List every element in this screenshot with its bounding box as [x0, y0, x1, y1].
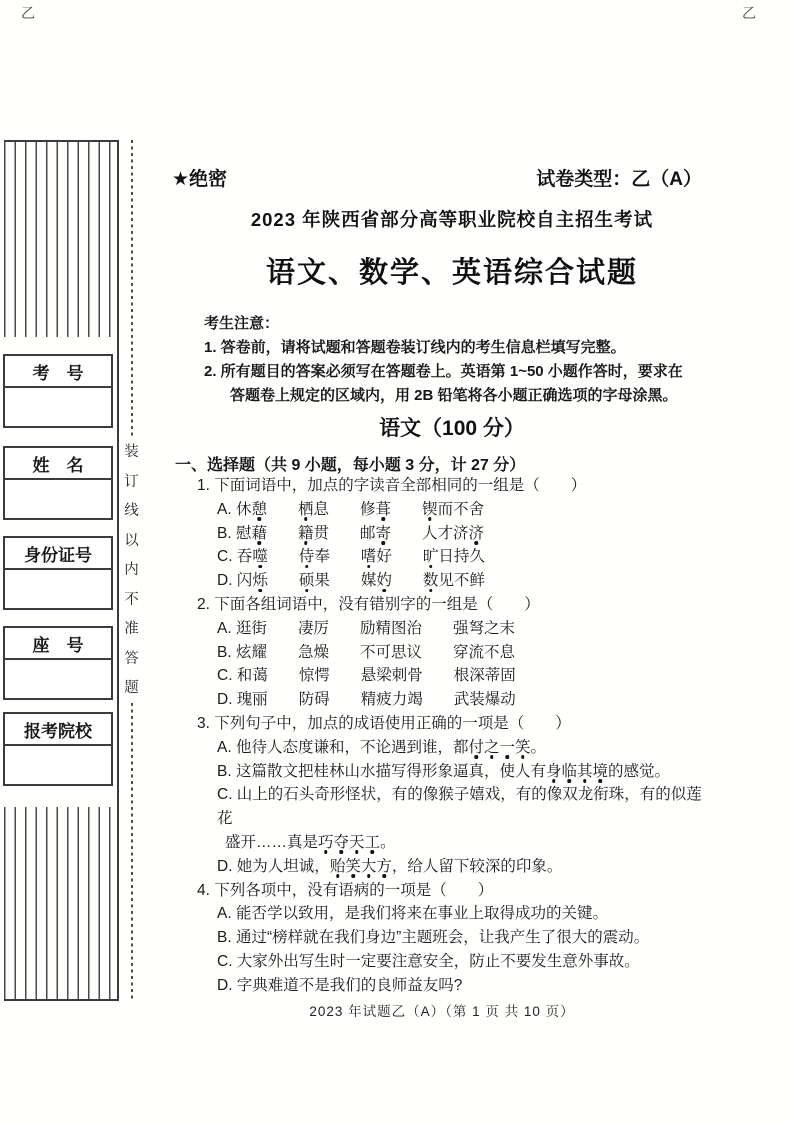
field-seat-number-value	[5, 660, 111, 698]
field-name	[3, 446, 113, 520]
option-line: D. 字典难道不是我们的良师益友吗?	[217, 976, 463, 994]
binding-char: 订	[124, 473, 139, 490]
classification-label: ★绝密	[172, 169, 228, 190]
option-line: A. 能否学以致用，是我们将来在事业上取得成功的关键。	[217, 905, 608, 923]
question-list	[172, 474, 712, 998]
question-stem: 4. 下列各项中，没有语病的一项是（ ）	[197, 881, 494, 899]
page-footer: 2023 年试题乙（A）（第 1 页 共 10 页）	[309, 1004, 575, 1019]
option-line: A. 休憩 栖息 修葺 锲而不舍	[217, 500, 485, 518]
field-applied-school	[3, 712, 113, 786]
option-line: B. 这篇散文把桂林山水描写得形象逼真，使人有身临其境的感觉。	[217, 762, 671, 780]
field-id-number	[3, 536, 113, 610]
field-exam-number-label: 考 号	[5, 356, 111, 388]
question-4	[172, 879, 712, 998]
field-exam-number-value	[5, 388, 111, 426]
field-applied-school-value	[5, 746, 111, 784]
question-1	[172, 474, 712, 593]
binding-char: 以	[124, 532, 139, 549]
option-line: A. 逛街 凄厉 励精图治 强弩之末	[217, 619, 515, 637]
field-name-value	[5, 480, 111, 518]
binding-char: 答	[124, 650, 139, 667]
option-line: D. 她为人坦诚，贻笑大方，给人留下较深的印象。	[217, 857, 563, 875]
option-line-continuation: 盛开……真是巧夺天工。	[225, 833, 396, 851]
corner-mark-left: 乙	[21, 5, 35, 21]
notice-heading: 考生注意：	[204, 315, 280, 332]
option-line: B. 炫耀 急燥 不可思议 穿流不息	[217, 643, 515, 661]
binding-char: 题	[124, 680, 139, 697]
paper-title: 语文、数学、英语综合试题	[265, 257, 638, 289]
notice-item-1: 1. 答卷前，请将试题和答题卷装订线内的考生信息栏填写完整。	[204, 339, 626, 356]
question-3	[172, 712, 712, 879]
binding-dash-bottom	[131, 703, 133, 1001]
column-border-line	[117, 140, 119, 1001]
paper-type-label: 试卷类型：乙（A）	[536, 169, 702, 190]
question-stem: 3. 下列句子中，加点的成语使用正确的一项是（ ）	[197, 714, 571, 732]
binding-char: 装	[124, 444, 139, 461]
binding-line	[123, 140, 140, 1001]
option-line: B. 慰藉 籍贯 邮寄 人才济济	[217, 524, 485, 542]
option-line: D. 瑰丽 防碍 精疲力竭 武装爆动	[217, 691, 516, 709]
option-line: C. 和蔼 惊愕 悬梁刺骨 根深蒂固	[217, 667, 516, 685]
option-line: D. 闪烁 硕果 媒妁 数见不鲜	[217, 572, 485, 590]
option-line: C. 山上的石头奇形怪状，有的像猴子嬉戏，有的像双龙衔珠，有的似莲花	[217, 786, 702, 828]
option-line: C. 吞噬 侍奉 嗜好 旷日持久	[217, 548, 485, 566]
section-heading: 一、选择题（共 9 小题，每小题 3 分，计 27 分）	[175, 457, 526, 474]
document-header	[172, 164, 712, 191]
question-stem: 2. 下面各组词语中，没有错别字的一组是（ ）	[197, 595, 540, 613]
option-line: C. 大家外出写生时一定要注意安全，防止不要发生意外事故。	[217, 952, 640, 970]
field-applied-school-label: 报考院校	[5, 714, 111, 746]
option-line: B. 通过“榜样就在我们身边”主题班会，让我产生了很大的震动。	[217, 929, 650, 947]
question-stem: 1. 下面词语中，加点的字读音全部相同的一组是（ ）	[197, 477, 587, 494]
field-exam-number	[3, 354, 113, 428]
binding-dash-top	[131, 140, 133, 438]
main-content	[172, 0, 712, 1123]
field-id-number-value	[5, 570, 111, 608]
field-name-label: 姓 名	[5, 448, 111, 480]
subject-heading: 语文（100 分）	[379, 417, 525, 440]
question-2	[172, 593, 712, 712]
corner-mark-right: 乙	[742, 5, 756, 21]
exam-title: 2023 年陕西省部分高等职业院校自主招生考试	[250, 209, 654, 230]
striped-area-bottom	[4, 807, 117, 1001]
binding-char: 不	[124, 591, 139, 608]
striped-area-top	[4, 140, 117, 337]
option-line: A. 他待人态度谦和，不论遇到谁，都付之一笑。	[217, 738, 547, 756]
binding-char: 线	[124, 503, 139, 520]
field-id-number-label: 身份证号	[5, 538, 111, 570]
notice-item-2-line2: 答题卷上规定的区域内，用 2B 铅笔将各小题正确选项的字母涂黑。	[230, 387, 678, 404]
notice-item-2-line1: 2. 所有题目的答案必须写在答题卷上。英语第 1~50 小题作答时，要求在	[204, 363, 683, 380]
field-seat-number-label: 座 号	[5, 628, 111, 660]
field-seat-number	[3, 626, 113, 700]
binding-char: 准	[124, 621, 139, 638]
binding-char: 内	[124, 562, 139, 579]
candidate-notice	[172, 312, 712, 408]
notice-item-2	[172, 360, 712, 408]
